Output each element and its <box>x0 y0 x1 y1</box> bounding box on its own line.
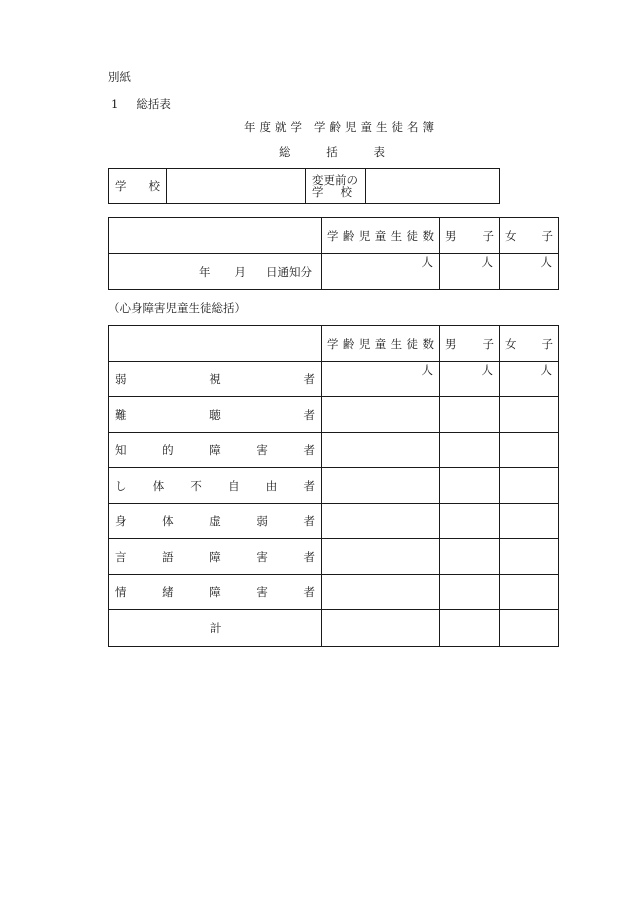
row-label-char: 障 <box>209 549 221 564</box>
disability-header-female <box>500 326 559 362</box>
notification-date-cell <box>109 254 322 290</box>
row-label-char: 者 <box>303 549 315 564</box>
header-char: 子 <box>482 228 494 243</box>
count-female-field[interactable] <box>500 610 559 647</box>
row-label-char: 自 <box>228 478 240 493</box>
previous-school-label-line1: 変更前の <box>312 173 358 187</box>
disability-section-title: （心身障害児童生徒総括） <box>108 301 246 315</box>
count-total-field[interactable] <box>322 362 440 397</box>
summary-male-field[interactable] <box>440 254 500 290</box>
row-label-char: 情 <box>115 585 127 599</box>
count-total-field[interactable] <box>322 539 440 575</box>
date-label-year: 年 <box>199 264 211 279</box>
row-label-char: 的 <box>162 443 174 457</box>
unit-label: 人 <box>421 255 433 269</box>
header-char: 児 <box>358 228 371 243</box>
header-char: 数 <box>422 336 434 351</box>
section-number: 1 <box>111 97 119 111</box>
title-char: 徒 <box>391 120 403 134</box>
table-row <box>109 362 559 397</box>
unit-label: 人 <box>421 363 433 377</box>
count-female-field[interactable] <box>500 504 559 539</box>
row-label-char: 障 <box>209 585 221 599</box>
row-label-char: 虚 <box>209 514 221 528</box>
count-total-field[interactable] <box>322 397 440 433</box>
title-char: 年 <box>244 120 256 134</box>
unit-label: 人 <box>540 255 552 269</box>
table-row <box>109 397 559 433</box>
subtitle-char: 括 <box>326 145 338 159</box>
count-total-field[interactable] <box>322 610 440 647</box>
header-char: 徒 <box>406 336 419 351</box>
attachment-label: 別紙 <box>108 70 131 84</box>
count-male-field[interactable] <box>440 575 500 610</box>
row-label-emotional-disorder <box>109 575 322 610</box>
summary-header-male <box>440 218 500 254</box>
count-male-field[interactable] <box>440 433 500 468</box>
table-row <box>109 504 559 539</box>
title-char: 齢 <box>329 120 341 134</box>
unit-label: 人 <box>481 363 493 377</box>
document-title <box>244 119 434 135</box>
header-char: 学 <box>327 228 339 243</box>
school-value-field[interactable] <box>167 169 306 204</box>
count-male-field[interactable] <box>440 610 500 647</box>
count-total-field[interactable] <box>322 504 440 539</box>
row-label-char: 聴 <box>209 407 221 422</box>
row-label-char: 者 <box>303 407 315 422</box>
row-label-char: 者 <box>303 478 315 493</box>
subtitle-char: 総 <box>279 145 291 159</box>
count-male-field[interactable] <box>440 397 500 433</box>
title-char: 生 <box>376 120 388 134</box>
row-label-char: 害 <box>256 443 268 457</box>
row-label-char: 弱 <box>115 372 127 386</box>
count-female-field[interactable] <box>500 397 559 433</box>
header-char: 女 <box>505 228 517 243</box>
unit-label: 人 <box>540 363 552 377</box>
header-char: 学 <box>327 336 339 351</box>
header-char: 児 <box>358 336 371 351</box>
row-label-char: 体 <box>152 478 165 493</box>
previous-school-label-line2 <box>312 186 352 198</box>
count-female-field[interactable] <box>500 362 559 397</box>
count-female-field[interactable] <box>500 539 559 575</box>
header-char: 子 <box>541 228 553 243</box>
table-row <box>109 433 559 468</box>
total-label-cell <box>109 610 322 647</box>
summary-corner-cell <box>109 218 322 254</box>
row-label-visual-impairment <box>109 362 322 397</box>
row-label-char: 知 <box>115 443 127 457</box>
header-char: 男 <box>445 228 457 243</box>
header-char: 子 <box>541 336 553 351</box>
disability-header-total <box>322 326 440 362</box>
summary-header-female <box>500 218 559 254</box>
header-char: 生 <box>390 228 403 243</box>
row-label-char: 害 <box>256 549 268 564</box>
title-char: 簿 <box>422 120 434 134</box>
row-label-char: 不 <box>190 478 202 493</box>
school-label-char: 学 <box>115 179 127 193</box>
previous-school-label-char: 学 <box>312 185 324 199</box>
header-char: 童 <box>374 228 387 243</box>
title-char: 学 <box>314 120 326 134</box>
row-label-speech-disorder <box>109 539 322 575</box>
school-table <box>108 168 500 204</box>
header-char: 生 <box>390 336 403 351</box>
date-label-month: 月 <box>234 264 246 279</box>
table-row-total <box>109 610 559 647</box>
title-char: 童 <box>360 120 372 134</box>
school-label-cell <box>109 169 167 204</box>
row-label-physical-weakness <box>109 504 322 539</box>
header-char: 子 <box>482 336 494 351</box>
summary-female-field[interactable] <box>500 254 559 290</box>
title-char <box>306 119 310 135</box>
section-heading <box>111 96 171 112</box>
header-char: 齢 <box>342 228 355 243</box>
previous-school-label-cell <box>306 169 366 204</box>
row-label-physical-disability <box>109 468 322 504</box>
count-female-field[interactable] <box>500 433 559 468</box>
header-char: 童 <box>374 336 387 351</box>
row-label-char: 難 <box>115 407 127 422</box>
row-label-hearing-impairment <box>109 397 322 433</box>
disability-header-male <box>440 326 500 362</box>
title-char: 度 <box>259 120 271 134</box>
row-label-char: 言 <box>115 549 127 564</box>
header-char: 男 <box>445 336 457 351</box>
count-female-field[interactable] <box>500 468 559 504</box>
header-char: 数 <box>422 228 434 243</box>
count-male-field[interactable] <box>440 468 500 504</box>
row-label-char: 体 <box>162 514 174 528</box>
subtitle-char: 表 <box>373 145 385 159</box>
header-char: 女 <box>505 336 517 351</box>
row-label-char: 弱 <box>256 514 268 528</box>
table-row <box>109 468 559 504</box>
table-row <box>109 575 559 610</box>
count-total-field[interactable] <box>322 468 440 504</box>
count-male-field[interactable] <box>440 504 500 539</box>
row-label-char: 害 <box>256 585 268 599</box>
row-label-char: 視 <box>209 372 221 386</box>
row-label-char: し <box>115 478 127 493</box>
count-total-field[interactable] <box>322 433 440 468</box>
summary-table <box>108 217 559 290</box>
row-label-char: 語 <box>162 549 174 564</box>
count-male-field[interactable] <box>440 362 500 397</box>
row-label-char: 者 <box>303 372 315 386</box>
summary-header-total <box>322 218 440 254</box>
summary-total-field[interactable] <box>322 254 440 290</box>
previous-school-value-field[interactable] <box>366 169 500 204</box>
unit-label: 人 <box>481 255 493 269</box>
count-male-field[interactable] <box>440 539 500 575</box>
row-label-char: 障 <box>209 443 221 457</box>
table-row <box>109 539 559 575</box>
disability-table <box>108 325 559 647</box>
title-char: 名 <box>407 120 419 134</box>
total-label: 計 <box>210 621 222 635</box>
row-label-char: 者 <box>303 585 315 599</box>
title-char: 学 <box>290 120 302 134</box>
section-title: 総括表 <box>136 97 171 111</box>
row-label-char: 身 <box>115 514 127 528</box>
row-label-char: 緒 <box>162 585 174 599</box>
school-label-char: 校 <box>148 179 160 193</box>
count-total-field[interactable] <box>322 575 440 610</box>
row-label-char: 者 <box>303 443 315 457</box>
date-label-day: 日通知分 <box>266 264 312 279</box>
row-label-intellectual-disability <box>109 433 322 468</box>
title-char: 就 <box>275 120 287 134</box>
count-female-field[interactable] <box>500 575 559 610</box>
row-label-char: 者 <box>303 514 315 528</box>
subtitle <box>279 144 385 160</box>
title-char: 児 <box>345 120 357 134</box>
header-char: 齢 <box>342 336 355 351</box>
previous-school-label-char: 校 <box>340 185 352 199</box>
row-label-char: 由 <box>265 478 278 493</box>
disability-corner-cell <box>109 326 322 362</box>
header-char: 徒 <box>406 228 419 243</box>
